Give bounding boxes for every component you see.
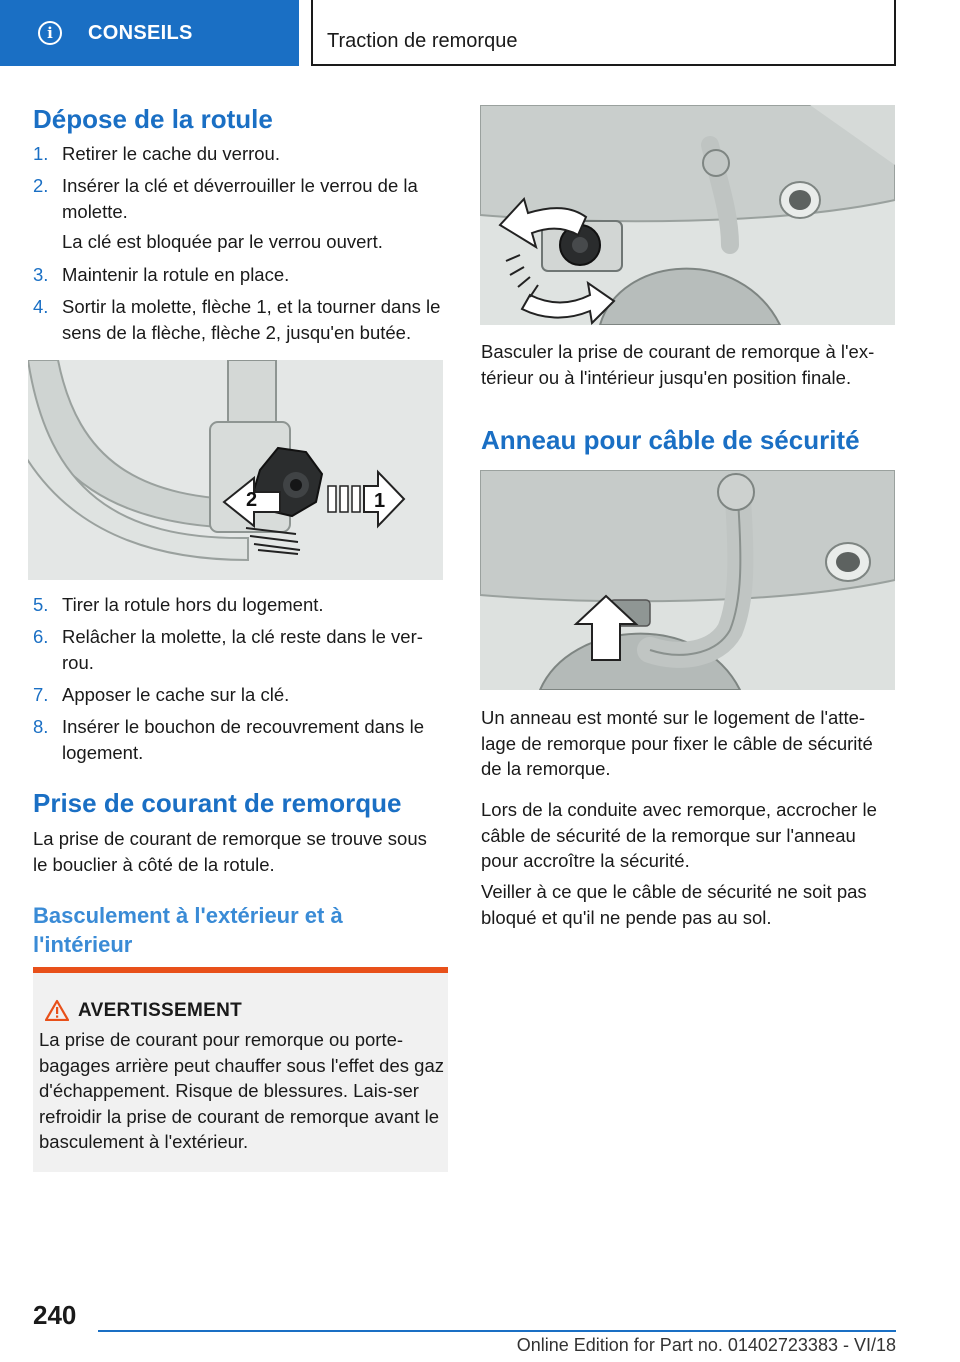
paragraph-2: Lors de la conduite avec remorque, accrocher le câble de sécurité de la remorque sur l'anneau pour accroître la sécurité. [481,799,877,871]
safety-ring-illustration [480,470,895,690]
svg-text:2: 2 [246,489,258,511]
paragraph-3: Veiller à ce que le câble de sécurité ne soit pas bloqué et qu'il ne pende pas au sol. [481,881,867,928]
edition-text: Online Edition for Part no. 01402723383 - VI/18 [516,1335,896,1355]
chapter-title: Traction de remorque [327,30,518,52]
socket-illustration [480,105,895,325]
section-paragraph: La prise de courant de remorque se trouve sous le bouclier à côté de la rotule. [33,828,427,875]
subsection-title: Basculement à l'extérieur et à l'intérieur [33,903,343,957]
figure-safety-ring [480,470,895,690]
section-title-anneau: Anneau pour câble de sécurité [481,425,860,455]
figure-caption: Basculer la prise de courant de remorque à l'ex-térieur ou à l'intérieur jusqu'en position finale. [481,341,875,388]
figure-tow-ball-knob [28,360,443,580]
warning-triangle-icon [45,999,69,1021]
tow-ball-illustration [28,360,443,580]
section-title-prise: Prise de courant de remorque [33,788,402,818]
warning-title: AVERTISSEMENT [78,1000,243,1021]
paragraph-1: Un anneau est monté sur le logement de l'atte-lage de remorque pour fixer le câble de sécurité de la remorque. [481,707,873,779]
footer-rule [98,1330,896,1332]
page-number: 240 [33,1300,77,1330]
svg-text:1: 1 [374,490,386,512]
section-tab-label: CONSEILS [88,21,193,44]
figure-socket-swivel [480,105,895,325]
chapter-header [311,0,896,66]
section-title-depose: Dépose de la rotule [33,104,273,134]
info-icon: i [38,21,62,45]
warning-body: La prise de courant pour remorque ou porte-bagages arrière peut chauffer sous l'effet des gaz d'échappement. Risque de blessures. Lais-ser refroidir la prise de courant de remorque avant le basculement à l'extérieur. [39,1029,444,1152]
warning-box [33,967,448,1172]
section-tab-conseils[interactable] [0,0,299,66]
